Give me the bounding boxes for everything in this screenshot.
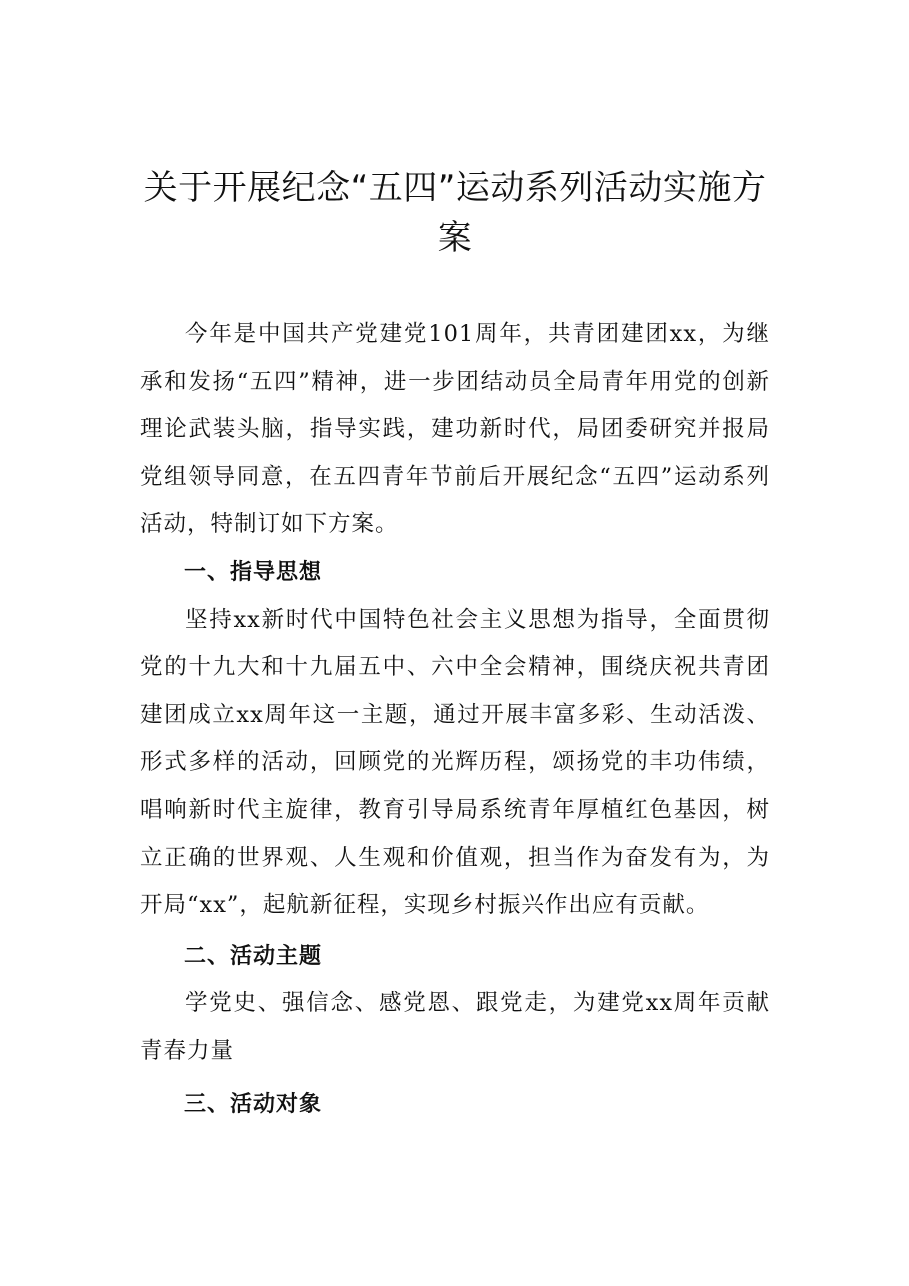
document-title: 关于开展纪念“五四”运动系列活动实施方案: [143, 168, 767, 258]
section-heading-activity-theme: 二、活动主题: [184, 943, 323, 969]
section-heading-guiding-ideology: 一、指导思想: [184, 559, 323, 585]
section-heading-activity-targets: 三、活动对象: [184, 1091, 323, 1117]
document-body: [140, 311, 770, 1128]
section-text-activity-theme: 学党史、强信念、感党恩、跟党走，为建党xx周年贡献青春力量: [140, 990, 770, 1064]
section-text-guiding-ideology: 坚持xx新时代中国特色社会主义思想为指导，全面贯彻党的十九大和十九届五中、六中全会精神，围绕庆祝共青团建团成立xx周年这一主题，通过开展丰富多彩、生动活泼、形式多样的活动，回顾党的光辉历程，颂扬党的丰功伟绩，唱响新时代主旋律，教育引导局系统青年厚植红色基因，树立正确的世界观、人生观和价值观，担当作为奋发有为，为开局“xx”，起航新征程，实现乡村振兴作出应有贡献。: [140, 606, 770, 919]
intro-paragraph: 今年是中国共产党建党101周年，共青团建团xx，为继承和发扬“五四”精神，进一步团结动员全局青年用党的创新理论武装头脑，指导实践，建功新时代，局团委研究并报局党组领导同意，在五四青年节前后开展纪念“五四”运动系列活动，特制订如下方案。: [140, 321, 770, 538]
